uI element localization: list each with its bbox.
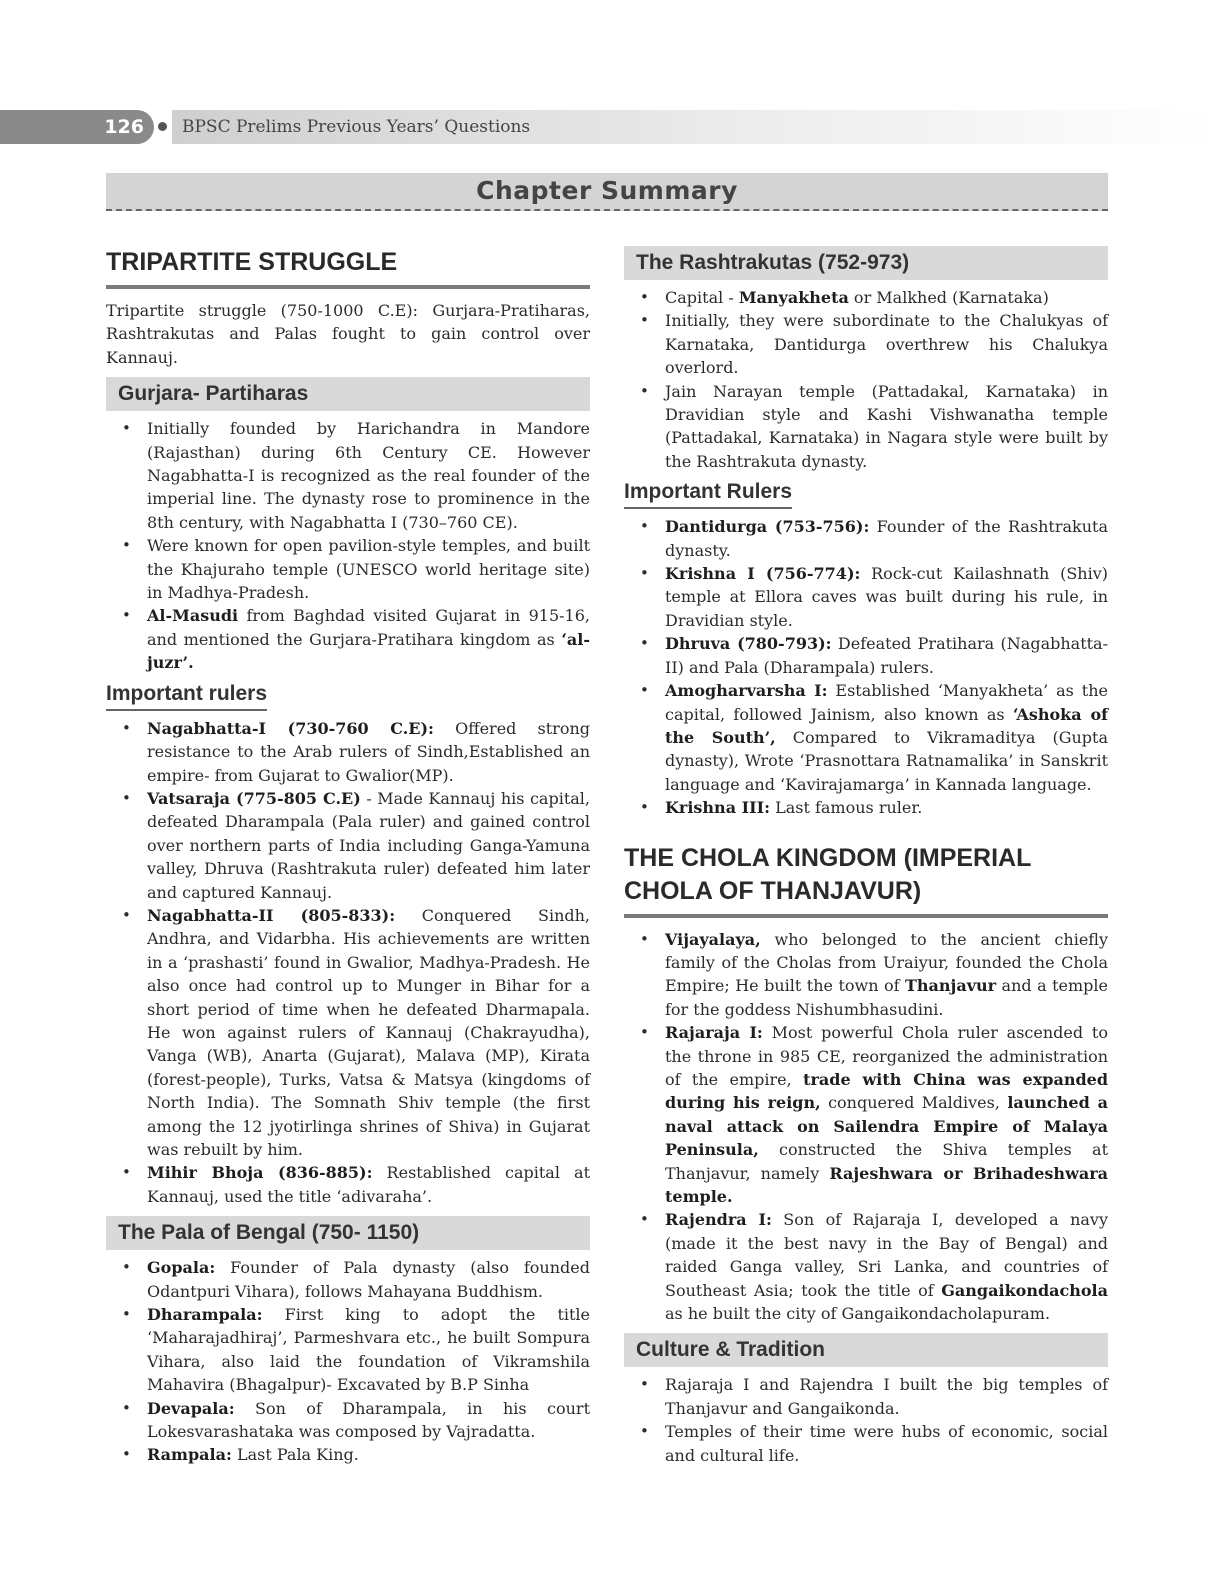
section-heading-rashtrakutas: The Rashtrakutas (752-973) <box>624 246 1108 280</box>
page-number: 126 <box>104 116 144 138</box>
subheading-important-rulers-rashtrakuta: Important Rulers <box>624 479 792 509</box>
culture-list <box>624 1373 1108 1467</box>
section-heading-tripartite: TRIPARTITE STRUGGLE <box>106 246 590 289</box>
list-item: • Krishna III: Last famous ruler. <box>624 796 1108 819</box>
list-item: • Vijayalaya, who belonged to the ancient chiefly family of the Cholas from Uraiyur, founded the Chola Empire; He built the town of Thanjavur and a temple for the goddess Nishumbhasudini. <box>624 928 1108 1022</box>
section-heading-pala: The Pala of Bengal (750- 1150) <box>106 1216 590 1250</box>
gurjara-rulers-list <box>106 717 590 1209</box>
right-column <box>624 246 1108 1467</box>
list-item: • Krishna I (756-774): Rock-cut Kailashnath (Shiv) temple at Ellora caves was built during his rule, in Dravidian style. <box>624 562 1108 632</box>
section-heading-culture: Culture & Tradition <box>624 1333 1108 1367</box>
list-item: • Gopala: Founder of Pala dynasty (also founded Odantpuri Vihara), follows Mahayana Buddhism. <box>106 1256 590 1303</box>
rashtrakutas-list <box>624 286 1108 473</box>
running-header <box>0 110 1214 144</box>
list-item: • Rajaraja I and Rajendra I built the big temples of Thanjavur and Gangaikonda. <box>624 1373 1108 1420</box>
gurjara-list <box>106 417 590 674</box>
rashtrakuta-rulers-list <box>624 515 1108 819</box>
subheading-important-rulers: Important rulers <box>106 681 267 711</box>
list-item: • Capital - Manyakheta or Malkhed (Karnataka) <box>624 286 1108 309</box>
list-item: • Dharampala: First king to adopt the title ‘Maharajadhiraj’, Parmeshvara etc., he built Sompura Vihara, also laid the foundation of Vikramshila Mahavira (Bhagalpur)- Excavated by B.P Sinha <box>106 1303 590 1397</box>
page-number-tab <box>0 110 154 144</box>
list-item: • Amogharvarsha I: Established ‘Manyakheta’ as the capital, followed Jainism, also known as ‘Ashoka of the South’, Compared to Vikramaditya (Gupta dynasty), Wrote ‘Prasnottara Ratnamalika’ in Sanskrit language and ‘Kavirajamarga’ in Kannada language. <box>624 679 1108 796</box>
list-item: • Rajaraja I: Most powerful Chola ruler ascended to the throne in 985 CE, reorganized the administration of the empire, trade with China was expanded during his reign, conquered Maldives, launched a naval attack on Sailendra Empire of Malaya Peninsula, constructed the Shiva temples at Thanjavur, namely Rajeshwara or Brihadeshwara temple. <box>624 1021 1108 1208</box>
list-item: • Vatsaraja (775-805 C.E) - Made Kannauj his capital, defeated Dharampala (Pala ruler) and gained control over northern parts of India including Ganga-Yamuna valley, Dhruva (Rashtrakuta ruler) defeated him later and captured Kannauj. <box>106 787 590 904</box>
list-item: • Initially, they were subordinate to the Chalukyas of Karnataka, Dantidurga overthrew his Chalukya overlord. <box>624 309 1108 379</box>
pala-list <box>106 1256 590 1467</box>
list-item: • Rampala: Last Pala King. <box>106 1443 590 1466</box>
tripartite-paragraph: Tripartite struggle (750-1000 C.E): Gurjara-Pratiharas, Rashtrakutas and Palas fought to gain control over Kannauj. <box>106 301 590 367</box>
list-item: • Devapala: Son of Dharampala, in his court Lokesvarashataka was composed by Vajradatta. <box>106 1397 590 1444</box>
bullet-separator-icon <box>158 122 167 131</box>
list-item: • Dantidurga (753-756): Founder of the Rashtrakuta dynasty. <box>624 515 1108 562</box>
list-item: • Al-Masudi from Baghdad visited Gujarat in 915-16, and mentioned the Gurjara-Pratihara kingdom as ‘al-juzr’. <box>106 604 590 674</box>
left-column <box>106 246 590 1467</box>
section-heading-gurjara: Gurjara- Partiharas <box>106 377 590 411</box>
list-item: • Nagabhatta-I (730-760 C.E): Offered strong resistance to the Arab rulers of Sindh,Established an empire- from Gujarat to Gwalior(MP). <box>106 717 590 787</box>
chola-list <box>624 928 1108 1326</box>
list-item: • Jain Narayan temple (Pattadakal, Karnataka) in Dravidian style and Kashi Vishwanatha temple (Pattadakal, Karnataka) in Nagara style were built by the Rashtrakuta dynasty. <box>624 380 1108 474</box>
list-item: • Were known for open pavilion-style temples, and built the Khajuraho temple (UNESCO world heritage site) in Madhya-Pradesh. <box>106 534 590 604</box>
chapter-title: Chapter Summary <box>106 173 1108 211</box>
list-item: • Rajendra I: Son of Rajaraja I, developed a navy (made it the best navy in the Bay of Bengal) and raided Ganga valley, Sri Lanka, and countries of Southeast Asia; took the title of Gangaikondachola as he built the city of Gangaikondacholapuram. <box>624 1208 1108 1325</box>
section-heading-chola: THE CHOLA KINGDOM (IMPERIAL CHOLA OF THANJAVUR) <box>624 842 1108 918</box>
list-item: • Mihir Bhoja (836-885): Restablished capital at Kannauj, used the title ‘adivaraha’. <box>106 1161 590 1208</box>
list-item: • Dhruva (780-793): Defeated Pratihara (Nagabhatta-II) and Pala (Dharampala) rulers. <box>624 632 1108 679</box>
list-item: • Temples of their time were hubs of economic, social and cultural life. <box>624 1420 1108 1467</box>
list-item: • Nagabhatta-II (805-833): Conquered Sindh, Andhra, and Vidarbha. His achievements are written in a ‘prashasti’ found in Gwalior, Madhya-Pradesh. He also once had control up to Munger in Bihar for a short period of time when he defeated Dharmapala. He won against rulers of Kannauj (Chakrayudha), Vanga (WB), Anarta (Gujarat), Malava (MP), Kirata (forest-people), Turks, Vatsa & Matsya (kingdoms of North India). The Somnath Shiv temple (the first among the 12 jyotirlinga shrines of Shiva) in Gujarat was rebuilt by him. <box>106 904 590 1161</box>
list-item: • Initially founded by Harichandra in Mandore (Rajasthan) during 6th Century CE. However Nagabhatta-I is recognized as the real founder of the imperial line. The dynasty rose to prominence in the 8th century, with Nagabhatta I (730–760 CE). <box>106 417 590 534</box>
running-title: BPSC Prelims Previous Years’ Questions <box>182 117 531 137</box>
